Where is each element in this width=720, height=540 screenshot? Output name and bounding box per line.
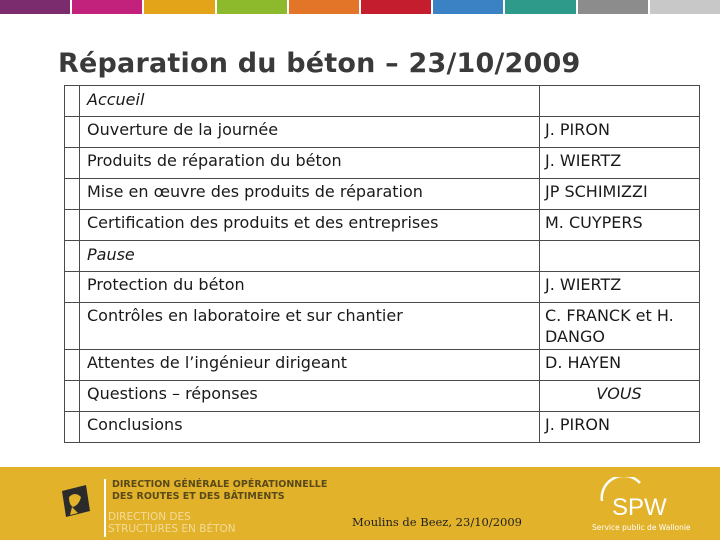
agenda-row — [65, 272, 700, 303]
agenda-item: Conclusions — [65, 412, 540, 443]
color-segment — [505, 0, 575, 14]
color-segment — [361, 0, 431, 14]
color-segment — [217, 0, 287, 14]
color-segment — [433, 0, 503, 14]
agenda-item: Accueil — [65, 86, 540, 117]
agenda-speaker: J. PIRON — [540, 412, 700, 443]
agenda-row — [65, 350, 700, 381]
footer-divider — [104, 479, 106, 537]
agenda-row — [65, 117, 700, 148]
agenda-row — [65, 179, 700, 210]
agenda-row — [65, 86, 700, 117]
agenda-item: Produits de réparation du béton — [65, 148, 540, 179]
agenda-row — [65, 412, 700, 443]
footer-band — [0, 467, 720, 540]
agenda-item: Questions – réponses — [65, 381, 540, 412]
sub-department-line: DIRECTION DES — [108, 511, 191, 523]
agenda-item: Attentes de l’ingénieur dirigeant — [65, 350, 540, 381]
agenda-item: Protection du béton — [65, 272, 540, 303]
color-segment — [650, 0, 720, 14]
department-line: DIRECTION GÉNÉRALE OPÉRATIONNELLE — [112, 479, 328, 490]
spw-logo — [596, 477, 678, 521]
color-segment — [72, 0, 142, 14]
agenda-row — [65, 241, 700, 272]
agenda-row — [65, 210, 700, 241]
agenda-speaker: VOUS — [540, 381, 700, 412]
agenda-speaker: J. WIERTZ — [540, 148, 700, 179]
spw-logo-text: SPW — [612, 494, 667, 521]
agenda-speaker: C. FRANCK et H. DANGO — [540, 303, 700, 350]
color-segment — [0, 0, 70, 14]
sub-department-line: STRUCTURES EN BÉTON — [108, 523, 236, 535]
department-line: DES ROUTES ET DES BÂTIMENTS — [112, 491, 285, 502]
agenda-speaker: D. HAYEN — [540, 350, 700, 381]
agenda-item: Contrôles en laboratoire et sur chantier — [65, 303, 540, 350]
agenda-row — [65, 303, 700, 350]
agenda-item: Certification des produits et des entreprises — [65, 210, 540, 241]
agenda-item: Pause — [65, 241, 540, 272]
wallonia-rooster-icon — [56, 481, 94, 521]
agenda-item: Ouverture de la journée — [65, 117, 540, 148]
meeting-location-date: Moulins de Beez, 23/10/2009 — [352, 515, 522, 529]
agenda-row — [65, 148, 700, 179]
agenda-speaker — [540, 241, 700, 272]
department-name — [112, 479, 327, 503]
slide-title: Réparation du béton – 23/10/2009 — [58, 48, 581, 79]
agenda-speaker — [540, 86, 700, 117]
agenda-table — [64, 85, 700, 443]
color-bar — [0, 0, 720, 14]
agenda-speaker: J. PIRON — [540, 117, 700, 148]
agenda-item: Mise en œuvre des produits de réparation — [65, 179, 540, 210]
color-segment — [144, 0, 214, 14]
agenda-speaker: J. WIERTZ — [540, 272, 700, 303]
color-segment — [289, 0, 359, 14]
agenda-speaker: M. CUYPERS — [540, 210, 700, 241]
spw-tagline: Service public de Wallonie — [592, 523, 691, 532]
color-segment — [578, 0, 648, 14]
sub-department — [108, 511, 236, 535]
agenda-row — [65, 381, 700, 412]
agenda-speaker: JP SCHIMIZZI — [540, 179, 700, 210]
